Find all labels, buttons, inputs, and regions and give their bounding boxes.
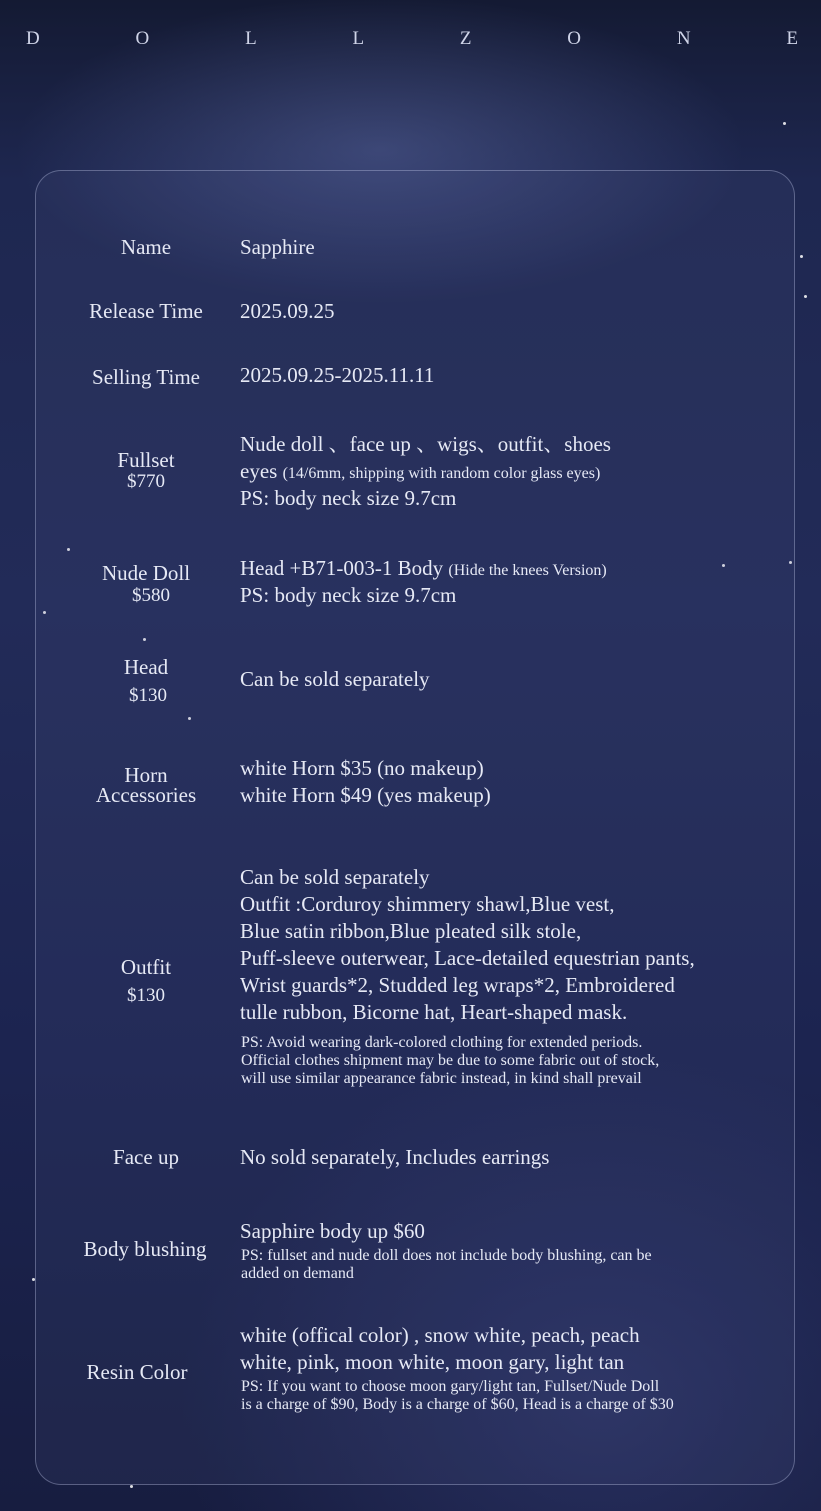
brand-letter: O xyxy=(567,28,583,49)
horn-line2: white Horn $49 (yes makeup) xyxy=(240,783,491,807)
body-blushing-label: Body blushing xyxy=(83,1237,207,1261)
outfit-line: Wrist guards*2, Studded leg wraps*2, Embroidered xyxy=(240,973,675,997)
brand-letter: L xyxy=(352,28,366,49)
outfit-line: tulle rubbon, Bicorne hat, Heart-shaped mask. xyxy=(240,1000,628,1024)
resin-color-label: Resin Color xyxy=(86,1360,188,1384)
fullset-eyes-text: eyes xyxy=(240,459,283,483)
outfit-line: Blue satin ribbon,Blue pleated silk stole, xyxy=(240,919,582,943)
nude-doll-label: Nude Doll xyxy=(101,561,191,585)
outfit-ps-line: will use similar appearance fabric instead, in kind shall prevail xyxy=(241,1070,642,1087)
body-blushing-ps-line: PS: fullset and nude doll does not include body blushing, can be xyxy=(241,1247,652,1264)
release-time-value: 2025.09.25 xyxy=(240,299,335,323)
horn-label: Horn xyxy=(124,763,168,787)
fullset-label: Fullset xyxy=(117,448,175,472)
fullset-line2 xyxy=(240,458,600,487)
star-decoration xyxy=(130,1485,133,1488)
selling-time-label: Selling Time xyxy=(92,365,200,389)
fullset-eyes-note: (14/6mm, shipping with random color glass eyes) xyxy=(282,465,601,482)
outfit-label: Outfit xyxy=(120,955,172,979)
resin-color-line: white, pink, moon white, moon gary, light tan xyxy=(240,1350,625,1374)
brand-letter: O xyxy=(135,28,151,49)
brand-letter: L xyxy=(245,28,258,49)
brand-letter: E xyxy=(786,28,799,49)
fullset-line3: PS: body neck size 9.7cm xyxy=(240,486,457,510)
brand-letter: Z xyxy=(459,28,473,49)
nude-doll-body-text: Head +B71-003-1 Body xyxy=(240,556,449,580)
resin-color-ps-line: is a charge of $90, Body is a charge of $60, Head is a charge of $30 xyxy=(241,1396,674,1413)
horn-line1: white Horn $35 (no makeup) xyxy=(240,756,484,780)
outfit-line: Outfit :Corduroy shimmery shawl,Blue vest, xyxy=(240,892,615,916)
release-time-label: Release Time xyxy=(89,299,203,323)
face-up-label: Face up xyxy=(113,1145,179,1169)
body-blushing-ps-line: added on demand xyxy=(241,1265,354,1282)
resin-color-line: white (offical color) , snow white, peach, peach xyxy=(240,1323,640,1347)
fullset-price: $770 xyxy=(127,471,165,492)
outfit-ps-line: PS: Avoid wearing dark-colored clothing for extended periods. xyxy=(241,1034,643,1051)
face-up-value: No sold separately, Includes earrings xyxy=(240,1145,550,1169)
head-price: $130 xyxy=(129,685,167,706)
outfit-line: Can be sold separately xyxy=(240,865,430,889)
name-value: Sapphire xyxy=(240,235,315,259)
brand-header xyxy=(0,28,821,56)
selling-time-value: 2025.09.25-2025.11.11 xyxy=(240,363,435,387)
body-blushing-line1: Sapphire body up $60 xyxy=(240,1219,425,1243)
star-decoration xyxy=(804,295,807,298)
name-label: Name xyxy=(120,235,172,259)
outfit-line: Puff-sleeve outerwear, Lace-detailed equestrian pants, xyxy=(240,946,695,970)
outfit-price: $130 xyxy=(127,985,165,1006)
nude-doll-line2: PS: body neck size 9.7cm xyxy=(240,583,457,607)
star-decoration xyxy=(783,122,786,125)
head-label: Head xyxy=(123,655,169,679)
resin-color-ps-line: PS: If you want to choose moon gary/light tan, Fullset/Nude Doll xyxy=(241,1378,660,1395)
head-value: Can be sold separately xyxy=(240,667,430,691)
nude-doll-body-note: (Hide the knees Version) xyxy=(448,562,607,579)
horn-label-accessories: Accessories xyxy=(95,783,197,807)
outfit-ps-line: Official clothes shipment may be due to some fabric out of stock, xyxy=(241,1052,660,1069)
nude-doll-price: $580 xyxy=(132,585,170,606)
nude-doll-line1 xyxy=(240,555,607,584)
brand-letter: D xyxy=(26,28,41,49)
brand-letter: N xyxy=(676,28,692,49)
star-decoration xyxy=(800,255,803,258)
fullset-line1: Nude doll 、face up 、wigs、outfit、shoes xyxy=(240,432,611,456)
